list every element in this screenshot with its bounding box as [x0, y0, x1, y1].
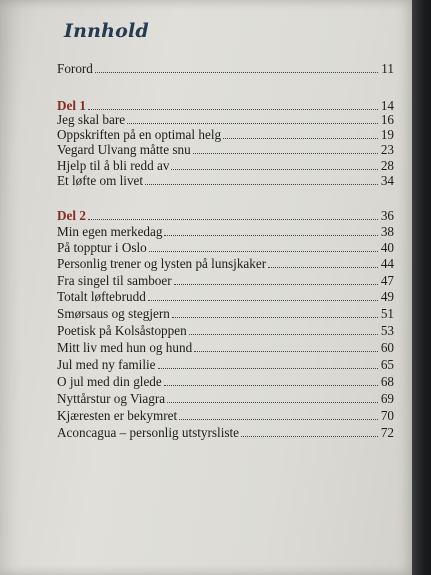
toc-entry-label: Forord — [57, 61, 93, 76]
toc-entry-label: Totalt løftebrudd — [57, 289, 146, 304]
toc-entry-page: 53 — [380, 323, 394, 338]
dot-leader — [223, 138, 378, 139]
toc-entry — [57, 273, 394, 288]
dot-leader — [193, 153, 378, 154]
toc-entry — [57, 374, 394, 389]
toc-entry-label: Hjelp til å bli redd av — [57, 158, 170, 173]
toc-entry-label: Oppskriften på en optimal helg — [57, 127, 222, 142]
toc-entry-page: 38 — [380, 224, 394, 239]
dot-leader — [88, 219, 378, 220]
toc-entry — [57, 425, 394, 440]
toc-entry — [57, 240, 394, 255]
toc-entry-label: Et løfte om livet — [57, 173, 144, 188]
toc-entry — [57, 340, 394, 355]
toc-entry — [57, 306, 394, 321]
dot-leader — [167, 402, 378, 403]
dot-leader — [148, 300, 378, 301]
toc-entry — [57, 173, 394, 188]
book-spine-shadow — [412, 0, 431, 575]
toc-entry — [57, 289, 394, 304]
toc-part-heading-del-2 — [57, 208, 394, 223]
toc-entry-label: Personlig trener og lysten på lunsjkaker — [57, 256, 267, 271]
toc-entry-label: Fra singel til samboer — [57, 273, 172, 288]
toc-entry-label: Jul med ny familie — [57, 357, 156, 372]
toc-entry-label: På topptur i Oslo — [57, 240, 147, 255]
toc-part-heading-del-1 — [57, 98, 394, 113]
dot-leader — [172, 317, 378, 318]
toc-entry-page: 47 — [380, 273, 394, 288]
toc-entry-page: 60 — [380, 340, 394, 355]
toc-entry-page: 69 — [380, 391, 394, 406]
toc-entry — [57, 323, 394, 338]
toc-entry-label: Kjæresten er bekymret — [57, 408, 178, 423]
toc-part-label: Del 2 — [57, 208, 86, 223]
toc-entry-page: 34 — [380, 173, 394, 188]
toc-entry-page: 40 — [380, 240, 394, 255]
dot-leader — [241, 436, 378, 437]
dot-leader — [88, 109, 378, 110]
dot-leader — [189, 334, 378, 335]
dot-leader — [158, 368, 378, 369]
toc-entry-page: 68 — [380, 374, 394, 389]
dot-leader — [194, 351, 378, 352]
toc-entry-page: 72 — [380, 425, 394, 440]
toc-entry-label: Min egen merkedag — [57, 224, 163, 239]
dot-leader — [95, 72, 378, 73]
toc-entry — [57, 408, 394, 423]
toc-entry-page: 16 — [380, 112, 394, 127]
toc-entry — [57, 142, 394, 157]
dot-leader — [164, 235, 378, 236]
dot-leader — [171, 169, 378, 170]
toc-entry — [57, 127, 394, 142]
toc-entry-label: Smørsaus og stegjern — [57, 306, 170, 321]
toc-entry — [57, 112, 394, 127]
toc-entry-page: 28 — [380, 158, 394, 173]
page-title: Innhold — [64, 20, 149, 42]
toc-entry-page: 70 — [380, 408, 394, 423]
toc-entry-page: 51 — [380, 306, 394, 321]
toc-entry — [57, 357, 394, 372]
toc-entry-forord — [57, 61, 394, 76]
toc-entry-label: Vegard Ulvang måtte snu — [57, 142, 191, 157]
toc-entry-page: 36 — [380, 208, 394, 223]
toc-entry-page: 11 — [381, 61, 394, 76]
dot-leader — [268, 267, 378, 268]
dot-leader — [174, 284, 378, 285]
toc-entry-page: 19 — [380, 127, 394, 142]
toc-entry — [57, 391, 394, 406]
toc-entry-label: O jul med din glede — [57, 374, 162, 389]
toc-part-label: Del 1 — [57, 98, 86, 113]
toc-entry — [57, 256, 394, 271]
toc-entry-label: Aconcagua – personlig utstyrsliste — [57, 425, 240, 440]
toc-entry-label: Mitt liv med hun og hund — [57, 340, 193, 355]
dot-leader — [149, 251, 378, 252]
toc-entry-page: 65 — [380, 357, 394, 372]
toc-entry-page: 49 — [380, 289, 394, 304]
dot-leader — [127, 123, 378, 124]
toc-entry-page: 44 — [380, 256, 394, 271]
dot-leader — [179, 419, 378, 420]
toc-entry-label: Nyttårstur og Viagra — [57, 391, 166, 406]
toc-entry — [57, 224, 394, 239]
toc-entry-label: Poetisk på Kolsåstoppen — [57, 323, 187, 338]
dot-leader — [164, 385, 378, 386]
toc-entry-page: 14 — [380, 98, 394, 113]
dot-leader — [145, 184, 378, 185]
toc-entry-page: 23 — [380, 142, 394, 157]
toc-entry — [57, 158, 394, 173]
toc-entry-label: Jeg skal bare — [57, 112, 126, 127]
